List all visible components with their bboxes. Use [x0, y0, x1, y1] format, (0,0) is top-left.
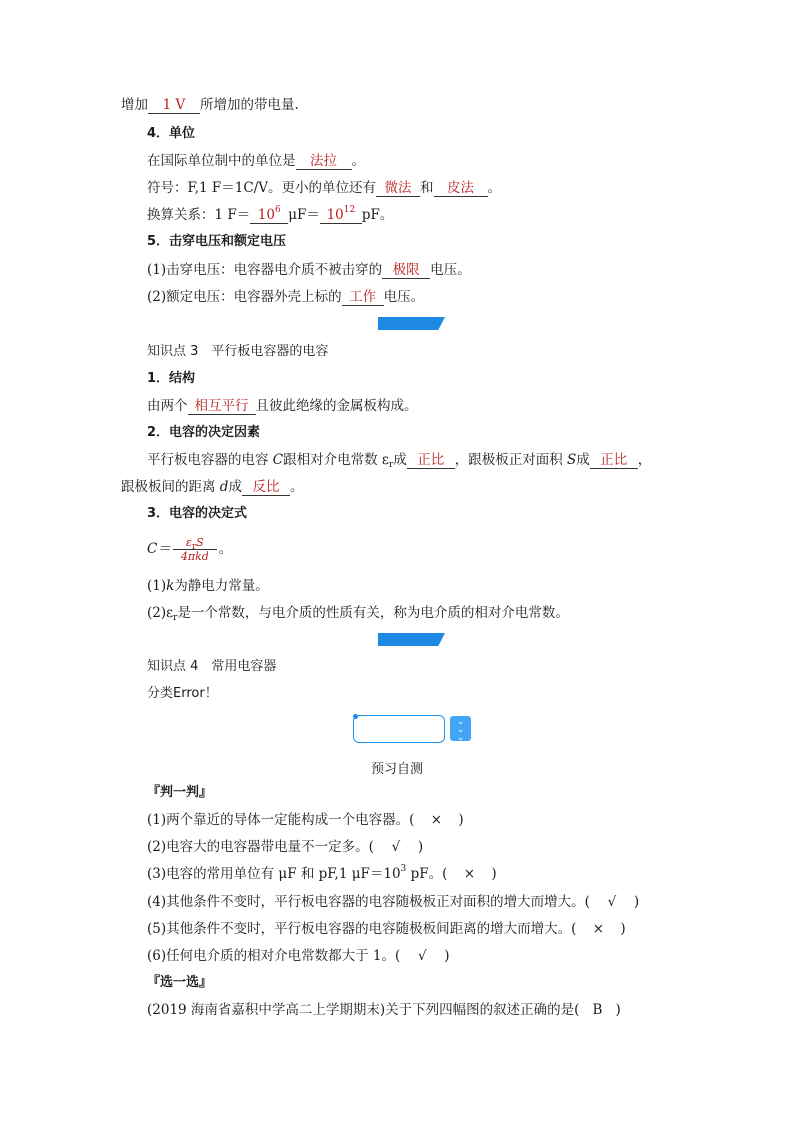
text: 。 [487, 180, 502, 196]
judge-mark: √ [391, 839, 401, 855]
answer-blank: 正比 [590, 452, 638, 469]
text-line [147, 288, 424, 306]
text-line [147, 179, 501, 197]
preview-frame [353, 715, 445, 743]
section-banner [378, 317, 445, 330]
text: 换算关系：1 F＝ [147, 207, 251, 223]
judge-item: (3)电容的常用单位有 μF 和 pF,1 $\mu F=10^3$ pF。( × ) [147, 864, 497, 882]
knowledge-point-title: 知识点 4 常用电容器 [147, 659, 277, 674]
judge-mark: × [463, 866, 476, 882]
section-heading: 2．电容的决定因素 [147, 425, 261, 440]
text: pF。 [361, 207, 394, 223]
judge-item: (5)其他条件不变时，平行板电容器的电容随极板间距离的增大而增大。( × ) [147, 921, 626, 937]
judge-mark: √ [417, 948, 427, 964]
text: 且彼此绝缘的金属板构成。 [255, 398, 418, 414]
section-heading: 5．击穿电压和额定电压 [147, 234, 287, 249]
preview-title: 预习自测 [370, 762, 423, 777]
formula-fraction: $\frac{\varepsilon_rS}{\text{4πkd}}$ [173, 536, 217, 563]
text-line [147, 206, 393, 224]
choose-answer: B [592, 1002, 603, 1018]
judge-mark: √ [607, 894, 617, 910]
formula-lhs: C＝ [147, 541, 171, 557]
text-line: (1)k为静电力常量。 [147, 578, 269, 594]
choose-question: (2019 海南省嘉积中学高二上学期期末)关于下列四幅图的叙述正确的是( B ) [147, 1002, 621, 1018]
text-line [147, 261, 471, 279]
judge-mark: × [430, 812, 443, 828]
text: (2)额定电压：电容器外壳上标的 [147, 289, 342, 305]
text: 电压。 [383, 289, 425, 305]
text-line [147, 152, 365, 170]
judge-item: (1)两个靠近的导体一定能构成一个电容器。( × ) [147, 812, 464, 828]
answer-blank: 皮法 [434, 180, 488, 197]
judge-heading: 『判一判』 [147, 785, 213, 800]
answer-blank: $10^6$ [250, 207, 288, 224]
judge-item: (6)任何电介质的相对介电常数都大于 1。( √ ) [147, 948, 450, 964]
text: 。 [351, 153, 365, 169]
text: 由两个 [147, 398, 188, 414]
chevron-down-icon: ⌄ ⌄ ⌄ [450, 716, 471, 741]
text-line: 分类Error！ [147, 686, 218, 701]
section-heading: 3．电容的决定式 [147, 506, 248, 521]
text-line [121, 96, 299, 114]
answer-blank: 反比 [242, 479, 290, 496]
text: 符号：F,1 F＝1C/V。更小的单位还有 [147, 180, 377, 196]
text: (1)击穿电压：电容器电介质不被击穿的 [147, 262, 383, 278]
text: 在国际单位制中的单位是 [147, 153, 296, 169]
answer-blank: $10^{12}$ [320, 207, 362, 224]
answer-blank: 相互平行 [188, 398, 256, 415]
section-banner [378, 633, 445, 646]
answer-blank: 微法 [376, 180, 420, 197]
answer-blank: 正比 [407, 452, 455, 469]
section-heading: 4．单位 [147, 126, 196, 141]
judge-item: (2)电容大的电容器带电量不一定多。( √ ) [147, 839, 424, 855]
choose-heading: 『选一选』 [147, 975, 213, 990]
text-line: 跟极板间的距离 d成 反比 。 [121, 479, 304, 495]
section-heading: 1．结构 [147, 371, 196, 386]
answer-blank: 1 V [148, 97, 200, 114]
text: μF＝ [288, 207, 320, 223]
answer-blank: 法拉 [296, 153, 352, 170]
text: 所增加的带电量. [200, 97, 299, 113]
text: 增加 [121, 97, 148, 113]
answer-blank: 工作 [342, 289, 384, 306]
text-line: $(2)\varepsilon_r$是一个常数，与电介质的性质有关，称为电介质的相对介电常数。 [147, 605, 569, 623]
judge-mark: × [592, 921, 605, 937]
formula: C＝ $\frac{\varepsilon_rS}{\text{4πkd}}$ 。 [147, 536, 233, 563]
knowledge-point-title: 知识点 3 平行板电容器的电容 [147, 344, 329, 359]
answer-blank: 极限 [382, 262, 430, 279]
text-line: 平行板电容器的电容 C跟相对介电常数 $\varepsilon_r$成 正比 ，跟极板正对面积 S成 正比 ， [147, 452, 652, 470]
judge-item: (4)其他条件不变时，平行板电容器的电容随极板正对面积的增大而增大。( √ ) [147, 894, 640, 910]
text: 和 [420, 180, 434, 196]
text: 电压。 [430, 262, 471, 278]
text-line [147, 397, 418, 415]
